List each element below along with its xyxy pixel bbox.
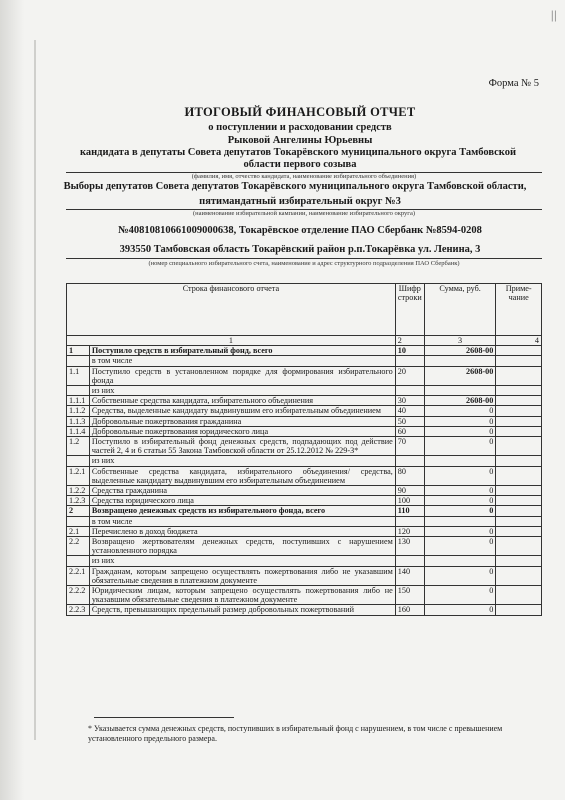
row-note bbox=[496, 346, 542, 356]
table-row bbox=[67, 366, 542, 385]
row-number: 1.1.4 bbox=[67, 426, 90, 436]
row-number: 1.1.2 bbox=[67, 406, 90, 416]
campaign-line-2: пятимандатный избирательный округ №3 bbox=[199, 196, 401, 207]
row-label: Добровольные пожертвования юридического лица bbox=[89, 426, 395, 436]
header-note: Приме-чание bbox=[496, 284, 542, 336]
row-number: 2.2.2 bbox=[67, 586, 90, 605]
row-note bbox=[496, 486, 542, 496]
table-row bbox=[67, 437, 542, 456]
row-number: 2.2.3 bbox=[67, 605, 90, 615]
note-campaign: (наименование избирательной кампании, наименование избирательного округа) bbox=[192, 210, 416, 217]
row-number bbox=[67, 356, 90, 366]
row-code bbox=[395, 556, 424, 566]
row-note bbox=[496, 566, 542, 585]
row-label: Поступило средств в установленном порядке для формирования избирательного фонда bbox=[89, 366, 395, 385]
row-note bbox=[496, 496, 542, 506]
row-code: 150 bbox=[395, 586, 424, 605]
note-candidate: (фамилия, имя, отчество кандидата, наименование избирательного объединения) bbox=[191, 173, 417, 180]
candidate-name: Рыковой Ангелины Юрьевны bbox=[227, 135, 373, 146]
row-sum: 2608-00 bbox=[424, 346, 496, 356]
row-number: 1.1 bbox=[67, 366, 90, 385]
table-row bbox=[67, 496, 542, 506]
row-label: Юридическим лицам, которым запрещено осуществлять пожертвования либо не указавшим обязательные сведения в платежном документе bbox=[89, 586, 395, 605]
table-row bbox=[67, 426, 542, 436]
table-row bbox=[67, 506, 542, 516]
row-code bbox=[395, 386, 424, 396]
row-note bbox=[496, 516, 542, 526]
row-note bbox=[496, 406, 542, 416]
col-number: 3 bbox=[424, 336, 496, 346]
row-sum bbox=[424, 456, 496, 466]
row-number: 1.2.2 bbox=[67, 486, 90, 496]
row-sum: 0 bbox=[424, 506, 496, 516]
row-note bbox=[496, 537, 542, 556]
row-sum: 0 bbox=[424, 486, 496, 496]
col-number: 2 bbox=[395, 336, 424, 346]
financial-report-table bbox=[66, 283, 542, 616]
row-note bbox=[496, 586, 542, 605]
table-row bbox=[67, 386, 542, 396]
row-sum: 0 bbox=[424, 416, 496, 426]
row-sum: 0 bbox=[424, 537, 496, 556]
table-row bbox=[67, 526, 542, 536]
row-number: 1.1.3 bbox=[67, 416, 90, 426]
row-label: Гражданам, которым запрещено осуществлять пожертвования либо не указавшим обязательные сведения в платежном документе bbox=[89, 566, 395, 585]
row-code: 110 bbox=[395, 506, 424, 516]
table-row bbox=[67, 346, 542, 356]
row-number bbox=[67, 556, 90, 566]
table-row bbox=[67, 486, 542, 496]
scan-shadow bbox=[0, 0, 24, 800]
row-code: 140 bbox=[395, 566, 424, 585]
row-code: 80 bbox=[395, 466, 424, 485]
row-label: Собственные средства кандидата, избирательного объединения/ средства, выделенные кандидату выдвинувшим его избирательным объединением bbox=[89, 466, 395, 485]
col-number: 1 bbox=[67, 336, 396, 346]
table-row bbox=[67, 396, 542, 406]
table-row bbox=[67, 556, 542, 566]
table-row bbox=[67, 406, 542, 416]
footnote-divider bbox=[94, 717, 234, 718]
row-code bbox=[395, 356, 424, 366]
row-sum: 0 bbox=[424, 496, 496, 506]
row-number: 2.2 bbox=[67, 537, 90, 556]
row-code bbox=[395, 456, 424, 466]
row-label: Средств, превышающих предельный размер добровольных пожертвований bbox=[89, 605, 395, 615]
header-row-name: Строка финансового отчета bbox=[67, 284, 396, 336]
report-subtitle: о поступлении и расходовании средств bbox=[208, 122, 392, 133]
row-code: 160 bbox=[395, 605, 424, 615]
scan-fold-line bbox=[34, 40, 36, 740]
row-note bbox=[496, 466, 542, 485]
row-label: Возвращено жертвователям денежных средств, поступивших с нарушением установленного порядка bbox=[89, 537, 395, 556]
row-code: 50 bbox=[395, 416, 424, 426]
row-sum: 0 bbox=[424, 406, 496, 416]
row-sum: 0 bbox=[424, 586, 496, 605]
row-sum: 2608-00 bbox=[424, 366, 496, 385]
row-note bbox=[496, 386, 542, 396]
row-number: 2 bbox=[67, 506, 90, 516]
divider bbox=[66, 258, 542, 259]
row-label: Собственные средства кандидата, избирательного объединения bbox=[89, 396, 395, 406]
row-code: 40 bbox=[395, 406, 424, 416]
row-sum: 0 bbox=[424, 466, 496, 485]
row-code: 30 bbox=[395, 396, 424, 406]
row-label: из них bbox=[89, 456, 395, 466]
row-label: Перечислено в доход бюджета bbox=[89, 526, 395, 536]
row-number bbox=[67, 456, 90, 466]
row-label: из них bbox=[89, 556, 395, 566]
row-code: 20 bbox=[395, 366, 424, 385]
row-number: 1 bbox=[67, 346, 90, 356]
address-line: 393550 Тамбовская область Токарёвский район р.п.Токарёвка ул. Ленина, 3 bbox=[119, 244, 481, 255]
row-code: 10 bbox=[395, 346, 424, 356]
table-row bbox=[67, 356, 542, 366]
row-label: Средства, выделенные кандидату выдвинувшим его избирательным объединением bbox=[89, 406, 395, 416]
row-note bbox=[496, 396, 542, 406]
header-code: Шифр строки bbox=[395, 284, 424, 336]
header-sum: Сумма, руб. bbox=[424, 284, 496, 336]
row-number bbox=[67, 386, 90, 396]
row-number: 2.1 bbox=[67, 526, 90, 536]
row-code: 130 bbox=[395, 537, 424, 556]
row-label: в том числе bbox=[89, 516, 395, 526]
row-sum: 0 bbox=[424, 526, 496, 536]
row-code: 70 bbox=[395, 437, 424, 456]
corner-mark: || bbox=[550, 8, 557, 22]
candidate-line-1: кандидата в депутаты Совета депутатов Токарёвского муниципального округа Тамбовской bbox=[79, 147, 517, 158]
row-code: 120 bbox=[395, 526, 424, 536]
row-note bbox=[496, 366, 542, 385]
table-row bbox=[67, 605, 542, 615]
row-note bbox=[496, 456, 542, 466]
row-number bbox=[67, 516, 90, 526]
row-number: 1.2.3 bbox=[67, 496, 90, 506]
row-note bbox=[496, 416, 542, 426]
row-note bbox=[496, 356, 542, 366]
row-sum: 2608-00 bbox=[424, 396, 496, 406]
col-number: 4 bbox=[496, 336, 542, 346]
row-code: 100 bbox=[395, 496, 424, 506]
row-sum bbox=[424, 386, 496, 396]
row-label: в том числе bbox=[89, 356, 395, 366]
table-row bbox=[67, 566, 542, 585]
row-code bbox=[395, 516, 424, 526]
row-label: Поступило в избирательный фонд денежных средств, подпадающих под действие частей 2, 4 и 6 статьи 55 Закона Тамбовской области от 25.12.2012 № 229-З* bbox=[89, 437, 395, 456]
campaign-line-1: Выборы депутатов Совета депутатов Токарёвского муниципального округа Тамбовской области, bbox=[63, 181, 527, 192]
table-row bbox=[67, 416, 542, 426]
row-number: 1.1.1 bbox=[67, 396, 90, 406]
row-label: Поступило средств в избирательный фонд, всего bbox=[89, 346, 395, 356]
row-code: 60 bbox=[395, 426, 424, 436]
candidate-line-2: области первого созыва bbox=[243, 159, 357, 170]
row-number: 2.2.1 bbox=[67, 566, 90, 585]
row-note bbox=[496, 526, 542, 536]
row-label: Средства юридического лица bbox=[89, 496, 395, 506]
row-sum bbox=[424, 356, 496, 366]
table-row bbox=[67, 456, 542, 466]
row-note bbox=[496, 437, 542, 456]
account-line: №40810810661009000638, Токарёвское отделение ПАО Сбербанк №8594-0208 bbox=[118, 225, 482, 236]
row-code: 90 bbox=[395, 486, 424, 496]
form-number: Форма № 5 bbox=[488, 78, 539, 89]
row-number: 1.2 bbox=[67, 437, 90, 456]
note-account: (номер специального избирательного счета, наименование и адрес структурного подразделения ПАО Сбербанк) bbox=[148, 260, 460, 267]
row-label: Возвращено денежных средств из избирательного фонда, всего bbox=[89, 506, 395, 516]
row-note bbox=[496, 426, 542, 436]
table-row bbox=[67, 466, 542, 485]
row-sum: 0 bbox=[424, 426, 496, 436]
table-row bbox=[67, 516, 542, 526]
row-label: Добровольные пожертвования гражданина bbox=[89, 416, 395, 426]
row-number: 1.2.1 bbox=[67, 466, 90, 485]
row-sum bbox=[424, 556, 496, 566]
row-sum: 0 bbox=[424, 605, 496, 615]
row-note bbox=[496, 605, 542, 615]
row-label: Средства гражданина bbox=[89, 486, 395, 496]
report-title: ИТОГОВЫЙ ФИНАНСОВЫЙ ОТЧЕТ bbox=[184, 105, 416, 119]
row-label: из них bbox=[89, 386, 395, 396]
table-row bbox=[67, 537, 542, 556]
footnote: * Указывается сумма денежных средств, поступивших в избирательный фонд с нарушением, в том числе с превышением установленного предельного размера. bbox=[88, 724, 503, 743]
row-sum bbox=[424, 516, 496, 526]
row-sum: 0 bbox=[424, 437, 496, 456]
row-note bbox=[496, 556, 542, 566]
row-sum: 0 bbox=[424, 566, 496, 585]
table-row bbox=[67, 586, 542, 605]
row-note bbox=[496, 506, 542, 516]
